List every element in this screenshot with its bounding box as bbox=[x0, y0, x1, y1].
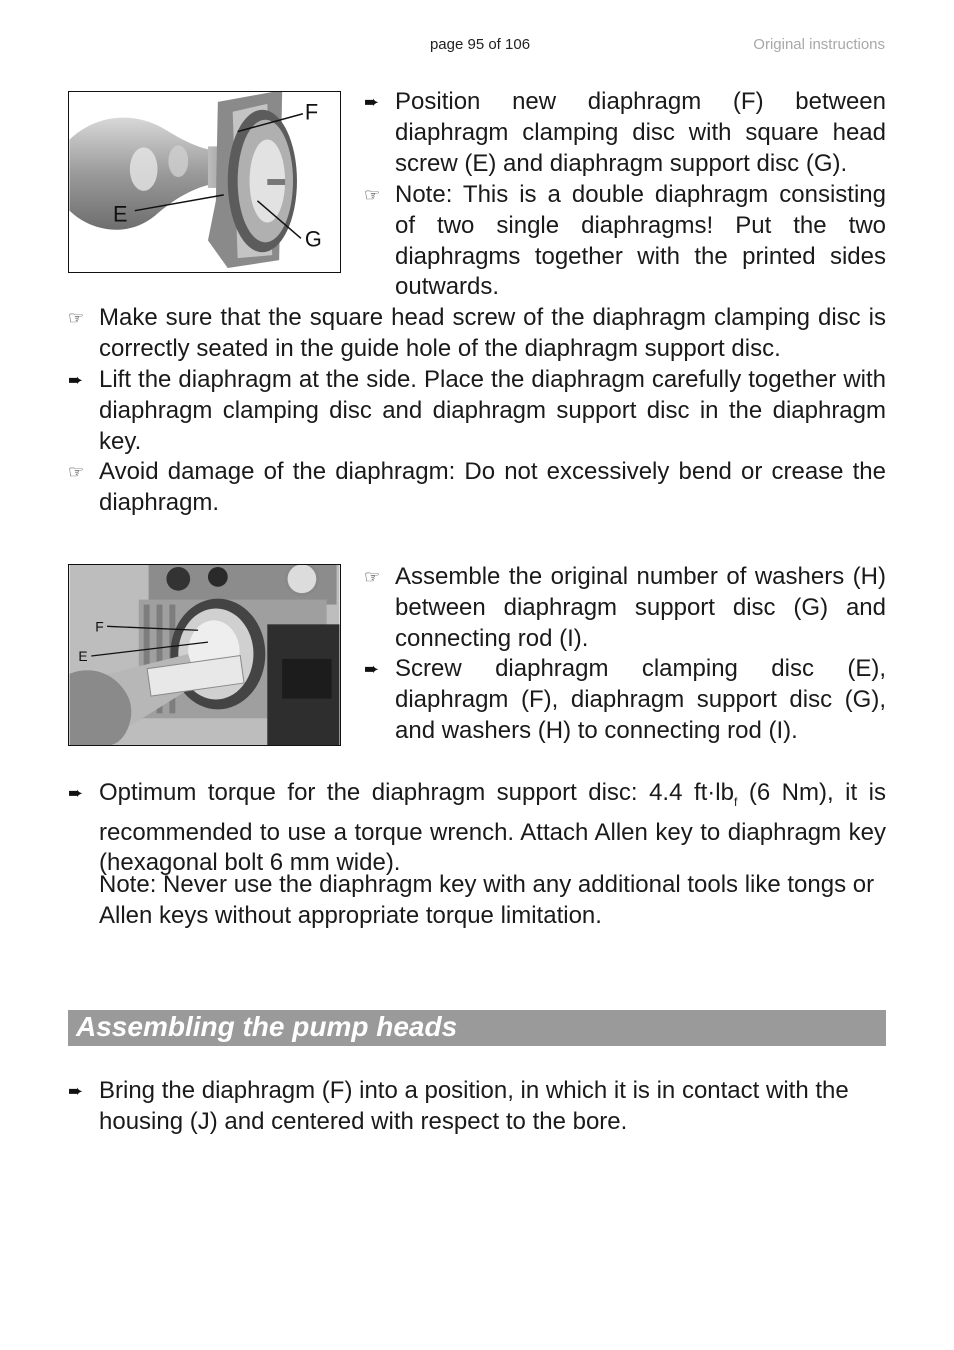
note-text: Avoid damage of the diaphragm: Do not excessively bend or crease the diaphragm. bbox=[99, 458, 886, 516]
diaphragm-key-illustration bbox=[69, 92, 340, 272]
torque-unit-lb: lb bbox=[715, 779, 734, 806]
torque-dot: · bbox=[707, 779, 716, 806]
note-text: Make sure that the square head screw of the diaphragm clamping disc is correctly seated in the guide hole of the diaphragm support disc. bbox=[99, 304, 886, 362]
note-text: Note: Never use the diaphragm key with any additional tools like tongs or Allen keys without appropriate torque limitation. bbox=[99, 871, 875, 929]
arrow-icon: ➨ bbox=[364, 92, 380, 112]
label-f: F bbox=[304, 99, 319, 125]
pointing-hand-icon: ☞ bbox=[364, 567, 381, 587]
pointing-hand-icon: ☞ bbox=[364, 185, 381, 205]
pointing-hand-icon: ☞ bbox=[68, 462, 85, 482]
note-text: Note: This is a double diaphragm consisting of two single diaphragms! Put the two diaphragms together with the printed sides outwards. bbox=[395, 181, 886, 301]
pump-assembly-illustration bbox=[69, 565, 340, 745]
section-title: Assembling the pump heads bbox=[76, 1011, 458, 1042]
pointing-hand-icon: ☞ bbox=[68, 308, 85, 328]
instruction-text: Lift the diaphragm at the side. Place the diaphragm carefully together with diaphragm clamping disc and diaphragm support disc in the diaphragm key. bbox=[99, 366, 886, 455]
label-g: G bbox=[304, 226, 322, 252]
instruction-bring-diaphragm bbox=[68, 1076, 886, 1138]
note-diaphragm-key-tools bbox=[99, 870, 886, 932]
instruction-text: Screw diaphragm clamping disc (E), diaphragm (F), diaphragm support disc (G), and washers (H) to connecting rod (I). bbox=[395, 655, 886, 744]
arrow-icon: ➨ bbox=[68, 370, 84, 390]
note-assemble-washers bbox=[364, 562, 886, 654]
instruction-torque bbox=[68, 778, 886, 879]
instruction-text: Bring the diaphragm (F) into a position, in which it is in contact with the housing (J) and centered with respect to the bore. bbox=[99, 1077, 849, 1135]
section-heading-bar bbox=[68, 1010, 886, 1046]
instruction-text: Position new diaphragm (F) between diaphragm clamping disc with square head screw (E) and diaphragm support disc (G). bbox=[395, 88, 886, 177]
figure-diaphragm-key bbox=[68, 91, 341, 273]
torque-text-rest: (6 Nm), it is recommended to use a torque wrench. Attach Allen key to diaphragm key (hexagonal bolt 6 mm wide). bbox=[99, 779, 886, 877]
arrow-icon: ➨ bbox=[364, 659, 380, 679]
label-e: E bbox=[113, 201, 128, 227]
note-double-diaphragm bbox=[364, 180, 886, 303]
instruction-position-diaphragm bbox=[364, 87, 886, 179]
document-label: Original instructions bbox=[753, 36, 885, 53]
note-text: Assemble the original number of washers (H) between diaphragm support disc (G) and connecting rod (I). bbox=[395, 563, 886, 652]
figure-pump-assembly bbox=[68, 564, 341, 746]
instruction-lift-diaphragm bbox=[68, 365, 886, 457]
page-number: page 95 of 106 bbox=[429, 36, 531, 53]
torque-unit-subscript: f bbox=[733, 794, 738, 809]
arrow-icon: ➨ bbox=[68, 1081, 84, 1101]
label-f: F bbox=[95, 618, 104, 635]
torque-text bbox=[99, 778, 886, 879]
note-square-head-screw bbox=[68, 303, 886, 365]
note-avoid-damage bbox=[68, 457, 886, 519]
arrow-icon: ➨ bbox=[68, 783, 84, 803]
label-e: E bbox=[78, 647, 88, 664]
instruction-screw-parts bbox=[364, 654, 886, 746]
torque-text-start: Optimum torque for the diaphragm support disc: 4.4 ft bbox=[99, 779, 708, 806]
